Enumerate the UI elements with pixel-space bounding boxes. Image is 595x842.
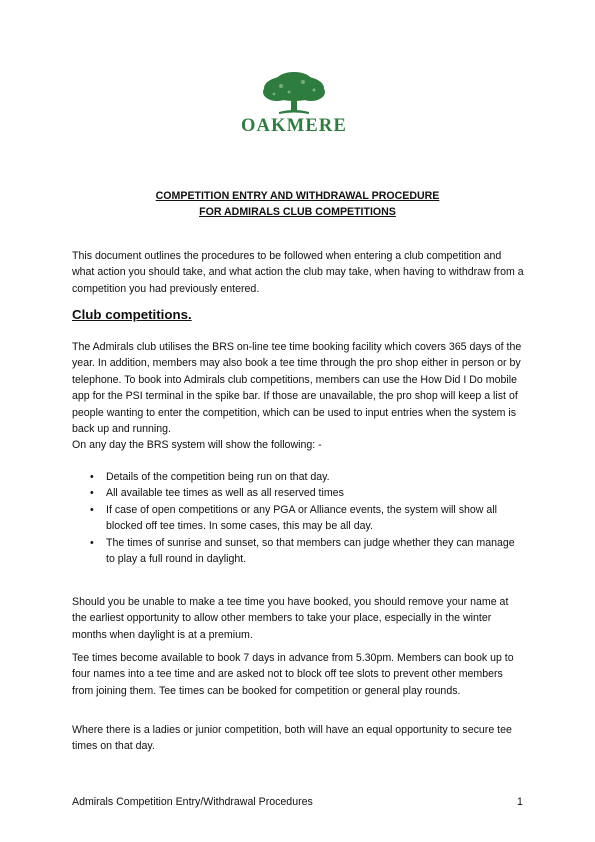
list-item-text: Details of the competition being run on that day. — [106, 471, 330, 483]
brs-paragraph: The Admirals club utilises the BRS on-line tee time booking facility which covers 365 days of the year. In addition, members may also book a tee time through the pro shop either in person or by telephone. To book into Admirals club competitions, members can use the How Did I Do mobile app for the PSI terminal in the spike bar. If those are unavailable, the pro shop will keep a list of people wanting to enter the competition, which can be used to input entries when the system is back up and running. — [72, 341, 522, 436]
list-item-text: The times of sunrise and sunset, so that members can judge whether they can manage to play a full round in daylight. — [106, 536, 515, 566]
bullet-icon: • — [90, 471, 94, 483]
oak-tree-icon — [259, 72, 329, 118]
list-item — [72, 502, 524, 535]
document-title-line-1: COMPETITION ENTRY AND WITHDRAWAL PROCEDURE — [155, 190, 440, 202]
bullet-icon: • — [90, 503, 94, 516]
section-heading: Club competitions. — [72, 307, 192, 322]
document-title-line-2: FOR ADMIRALS CLUB COMPETITIONS — [199, 206, 396, 218]
list-item — [72, 485, 524, 501]
bullet-list — [72, 469, 524, 567]
footer-text: Admirals Competition Entry/Withdrawal Procedures — [72, 796, 313, 808]
list-intro: On any day the BRS system will show the following: - — [72, 439, 322, 451]
bullet-icon: • — [90, 536, 94, 549]
bullet-icon: • — [90, 487, 94, 500]
booking-paragraph: Tee times become available to book 7 days in advance from 5.30pm. Members can book up to four names into a tee time and are asked not to block off tee slots to prevent other members from joining them. Tee times can be booked for competition or general play rounds. — [72, 652, 514, 697]
page-number: 1 — [517, 796, 523, 808]
logo-wordmark: OAKMERE — [240, 116, 348, 136]
ladies-junior-paragraph: Where there is a ladies or junior competition, both will have an equal opportunity to secure tee times on that day. — [72, 724, 512, 753]
intro-paragraph: This document outlines the procedures to be followed when entering a club competition and what action you should take, and what action the club may take, when having to withdraw from a competition you had previously entered. — [72, 250, 524, 295]
remove-booking-paragraph: Should you be unable to make a tee time you have booked, you should remove your name at the earliest opportunity to allow other members to take your place, especially in the winter months when daylight is at a premium. — [72, 596, 509, 641]
list-item — [72, 535, 524, 568]
list-item-text: All available tee times as well as all reserved times — [106, 487, 344, 500]
list-item — [72, 469, 524, 485]
list-item-text: If case of open competitions or any PGA or Alliance events, the system will show all blocked off tee times. In some cases, this may be all day. — [106, 503, 497, 533]
